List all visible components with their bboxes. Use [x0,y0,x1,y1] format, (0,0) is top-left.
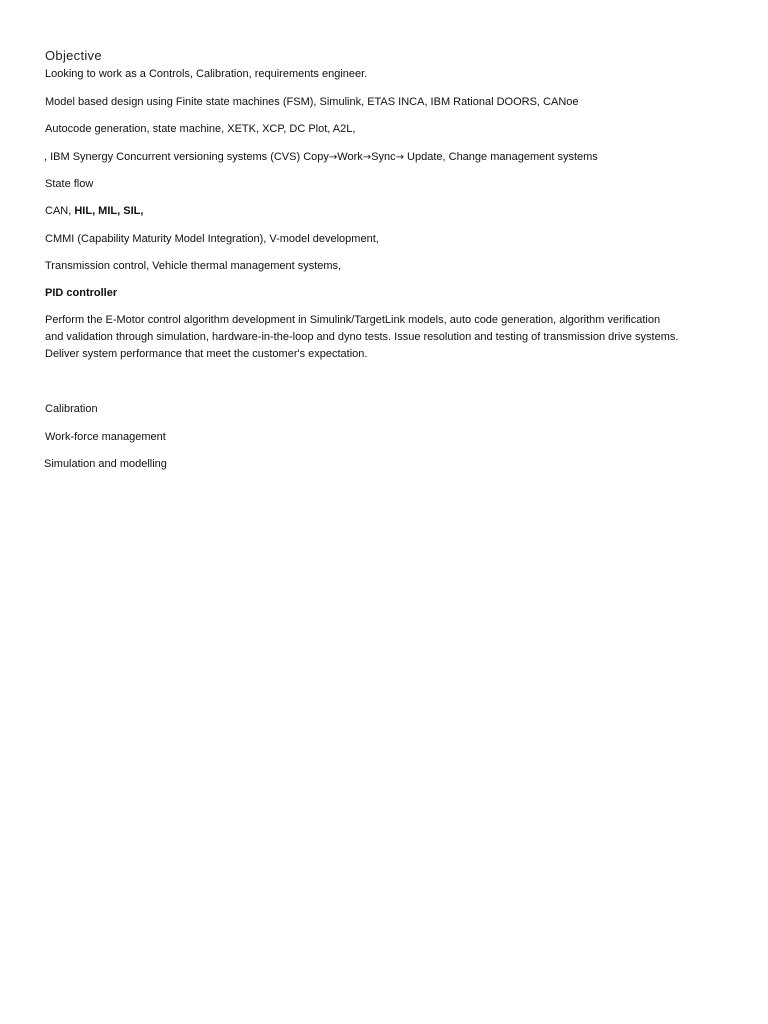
paragraph-line: and validation through simulation, hardware-in-the-loop and dyno tests. Issue resolution and testing of transmission drive systems. [45,331,679,343]
synergy-suffix: Update, Change management systems [403,151,598,163]
objective-line: Looking to work as a Controls, Calibration, requirements engineer. [45,68,368,80]
can-plain: CAN, [45,205,75,217]
synergy-line [44,149,598,166]
arrow-right-icon: → [362,152,372,163]
skill-work-force-management: Work-force management [45,431,166,443]
paragraph-line: Deliver system performance that meet the customer's expectation. [45,348,368,360]
arrow-right-icon: → [395,152,404,163]
can-line [45,203,143,220]
synergy-work: Work [337,151,363,163]
cmmi-line: CMMI (Capability Maturity Model Integration), V-model development, [45,233,379,245]
pid-controller-line: PID controller [45,287,118,299]
transmission-line: Transmission control, Vehicle thermal management systems, [45,260,342,272]
synergy-sync: Sync [371,151,396,163]
arrow-right-icon: → [328,152,338,163]
section-heading-objective: Objective [45,48,102,63]
can-bold: HIL, MIL, SIL, [74,205,144,217]
skill-simulation-modelling: Simulation and modelling [44,458,167,470]
model-based-design-line: Model based design using Finite state machines (FSM), Simulink, ETAS INCA, IBM Rational DOORS, CANoe [45,96,579,108]
autocode-line: Autocode generation, state machine, XETK, XCP, DC Plot, A2L, [45,123,356,135]
skill-calibration: Calibration [45,403,98,415]
synergy-prefix: , IBM Synergy Concurrent versioning systems (CVS) Copy [44,151,329,163]
state-flow-line: State flow [45,178,94,190]
emotor-paragraph [45,312,721,363]
paragraph-line: Perform the E-Motor control algorithm development in Simulink/TargetLink models, auto code generation, algorithm verification [45,314,661,326]
